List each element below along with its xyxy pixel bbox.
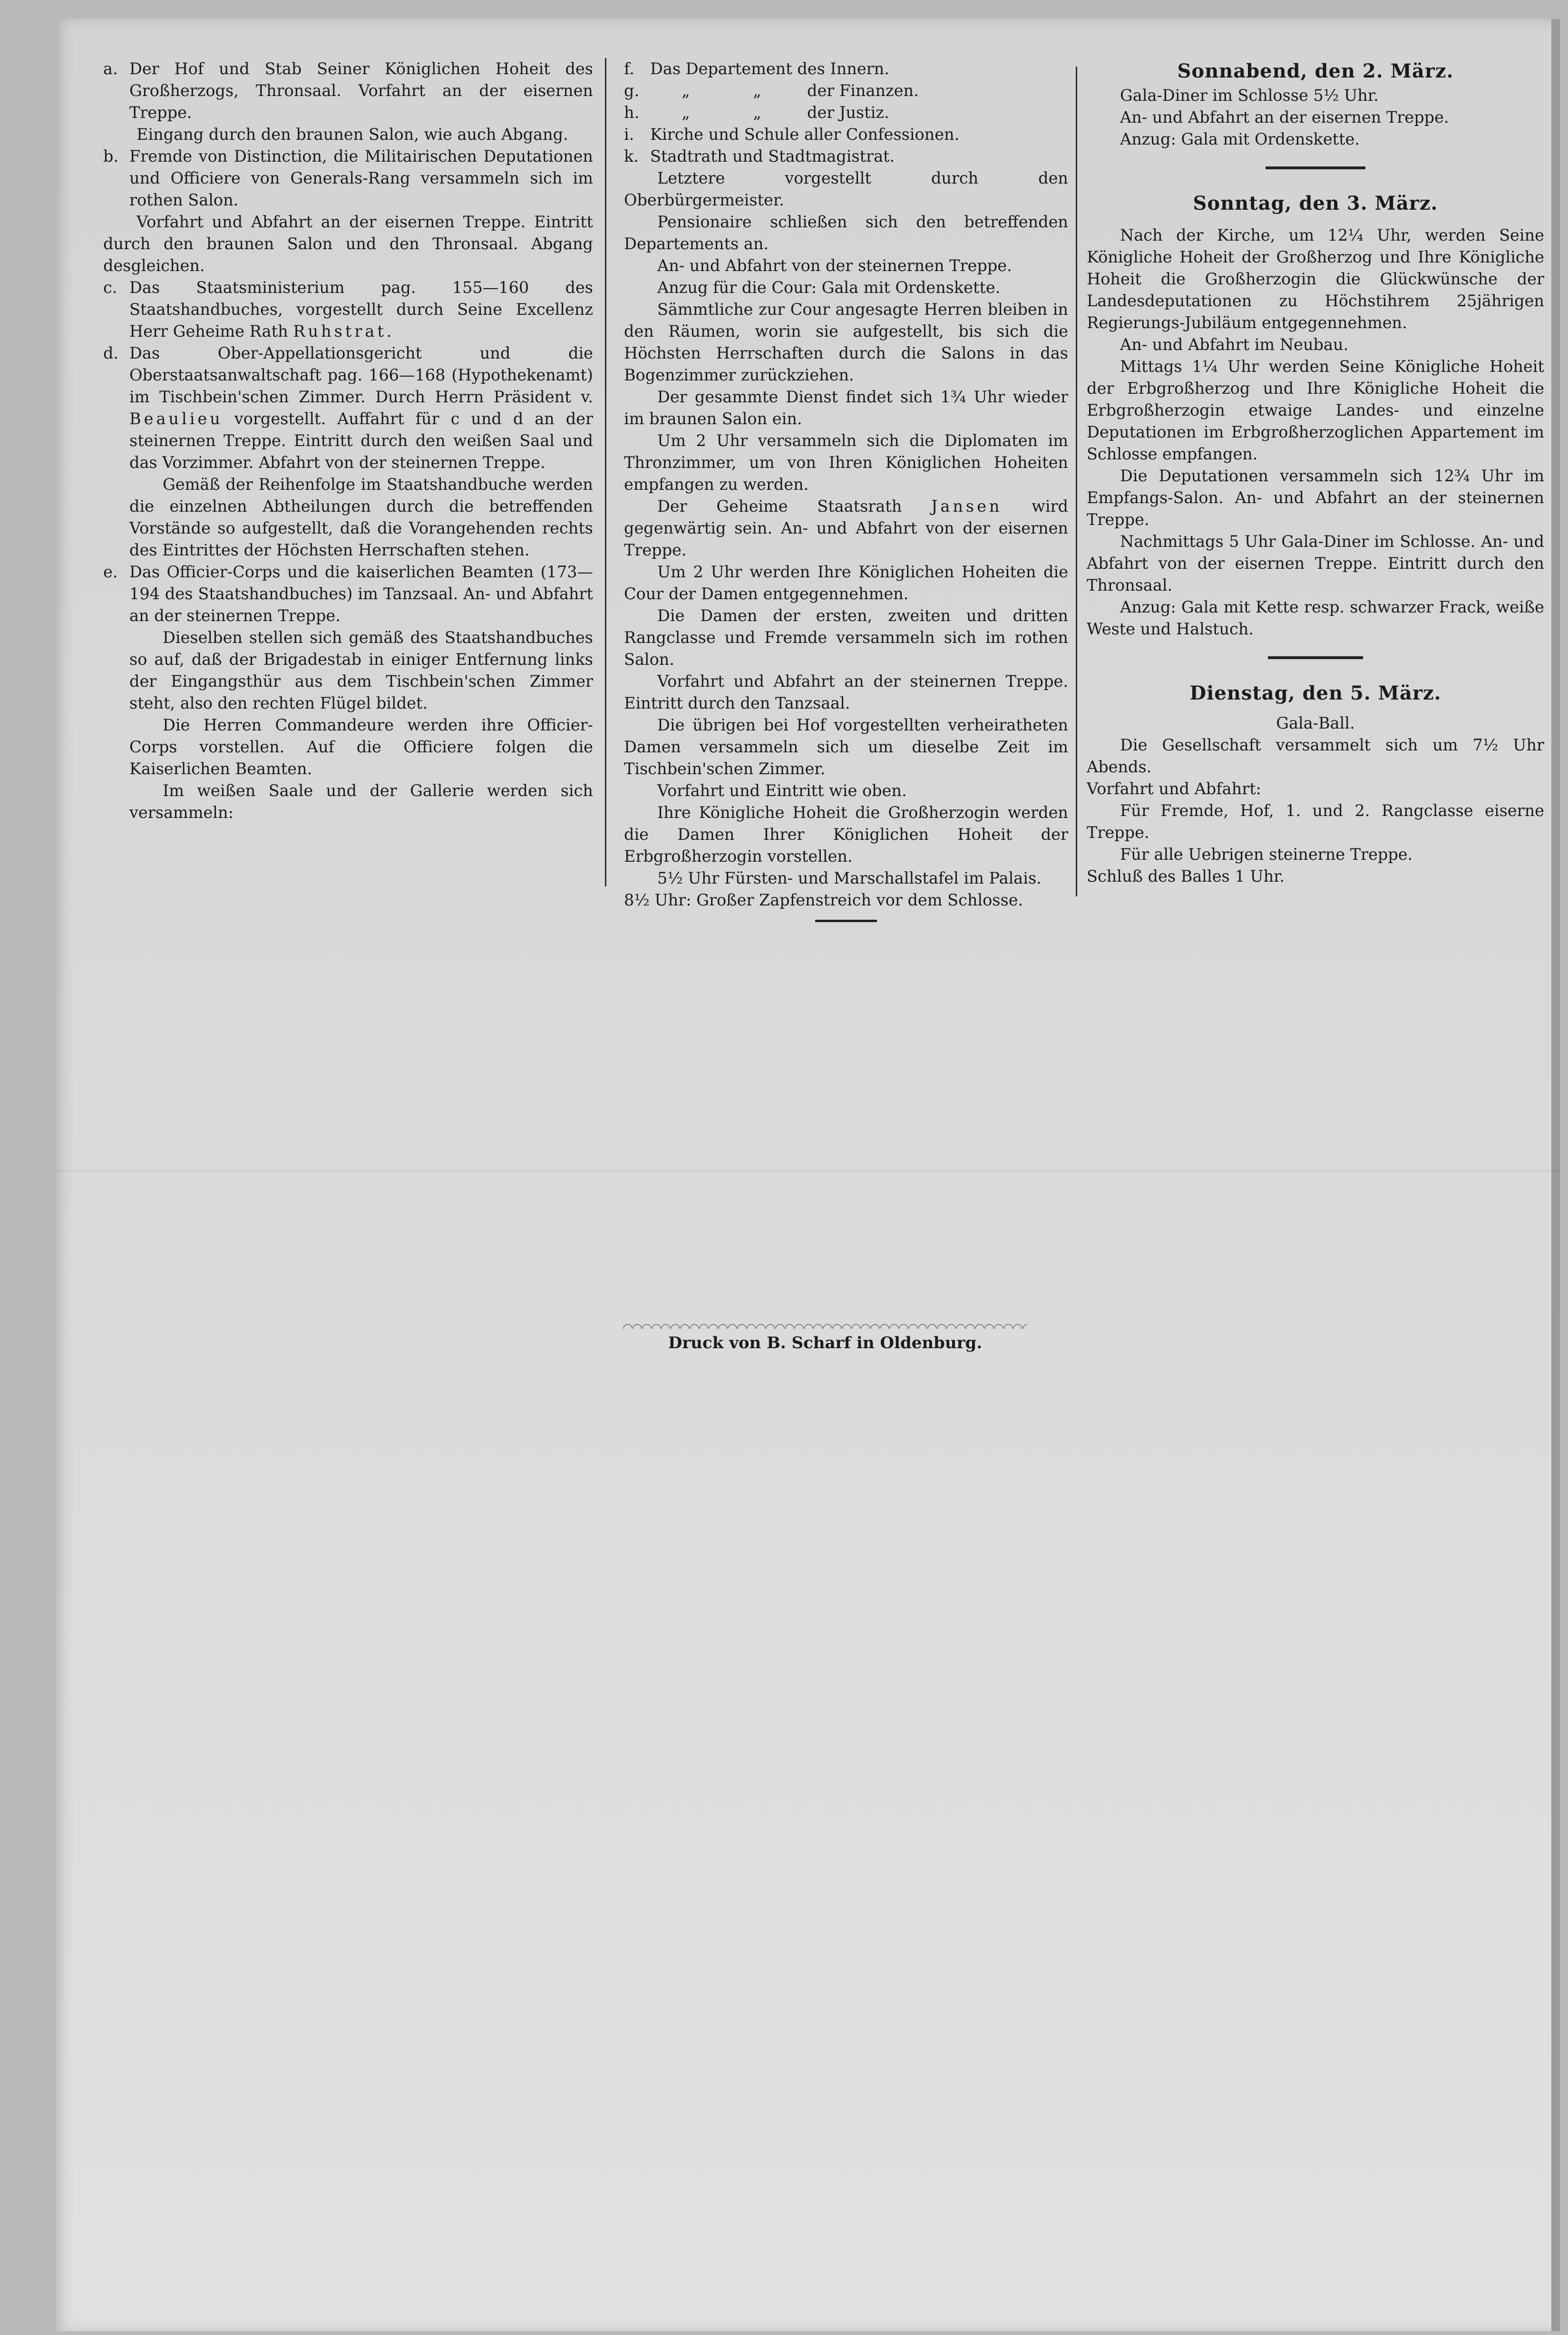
paragraph: Nachmittags 5 Uhr Gala-Diner im Schlosse. An- und Abfahrt von der eisernen Treppe. Eintritt durch den Thronsaal. — [1087, 532, 1544, 594]
paragraph: 5½ Uhr Fürsten- und Marschallstafel im Palais. — [657, 869, 1042, 887]
paragraph: Sämmtliche zur Cour angesagte Herren bleiben in den Räumen, worin sie aufgestellt, bis sich die Höchsten Herrschaften durch die Salons in das Bogenzimmer zurückziehen. — [624, 300, 1068, 384]
paragraph: Eingang durch den braunen Salon, wie auch Abgang. — [136, 125, 568, 144]
text-run: Das Ober-Appellationsgericht und die Oberstaatsanwaltschaft pag. 166—168 (Hypothekenamt) im Tischbein'schen Zimmer. Durch Herrn Präsident v. — [129, 344, 593, 406]
paragraph: An- und Abfahrt von der steinernen Treppe. — [657, 256, 1012, 275]
entry-e — [103, 561, 593, 627]
entry-f — [624, 58, 1068, 80]
paragraph: An- und Abfahrt im Neubau. — [1120, 335, 1349, 354]
text-run: wird gegenwärtig sein. An- und Abfahrt von der eisernen Treppe. — [624, 497, 1068, 559]
paragraph: Dieselben stellen sich gemäß des Staatshandbuches so auf, daß der Brigadestab in einiger Entfernung links der Eingangsthür aus dem Tischbein'schen Zimmer steht, also den rechten Flügel bildet. — [129, 628, 593, 712]
entry-marker: e. — [103, 563, 118, 581]
paragraph: Vorfahrt und Abfahrt an der eisernen Treppe. Eintritt durch den braunen Salon und den Thronsaal. Abgang desgleichen. — [103, 213, 593, 275]
entry-text — [129, 342, 593, 474]
person-name: Ruhstrat — [293, 322, 387, 341]
column-2 — [624, 58, 1068, 922]
text-run: vorgestellt. Auffahrt für c und d an der steinernen Treppe. Eintritt durch den weißen Saal und das Vorzimmer. Abfahrt von der steinernen Treppe. — [129, 409, 593, 472]
entry-marker: b. — [103, 147, 119, 165]
paragraph: Ihre Königliche Hoheit die Großherzogin werden die Damen Ihrer Königlichen Hoheit der Erbgroßherzogin vorstellen. — [624, 803, 1068, 866]
paragraph: Um 2 Uhr versammeln sich die Diplomaten im Thronzimmer, um von Ihren Königlichen Hoheiten empfangen zu werden. — [624, 431, 1068, 494]
ditto-mark: „ — [682, 81, 690, 100]
entry-marker: i. — [624, 125, 634, 144]
day-heading-sunday: Sonntag, den 3. März. — [1193, 192, 1438, 214]
paragraph: Anzug: Gala mit Kette resp. schwarzer Frack, weiße Weste und Halstuch. — [1087, 598, 1544, 638]
entry-g — [624, 80, 1068, 102]
entry-d — [103, 342, 593, 474]
text-run: . — [386, 322, 392, 341]
paragraph: Die Herren Commandeure werden ihre Officier-Corps vorstellen. Auf die Officiere folgen die Kaiserlichen Beamten. — [129, 716, 593, 778]
paragraph: Die Gesellschaft versammelt sich um 7½ Uhr Abends. — [1087, 736, 1544, 776]
entry-marker: d. — [103, 344, 119, 362]
entry-marker: k. — [624, 147, 639, 165]
column-3 — [1087, 58, 1544, 887]
section-rule — [1266, 166, 1365, 169]
paragraph: Vorfahrt und Eintritt wie oben. — [657, 781, 907, 800]
text-run: Das Staatsministerium pag. 155—160 des Staatshandbuches, vorgestellt durch Seine Excellenz Herr Geheime Rath — [129, 278, 593, 341]
entry-a — [103, 58, 593, 124]
entry-text: der Justiz. — [807, 103, 889, 122]
text-run: Druck von — [668, 1333, 767, 1352]
column-divider — [605, 58, 606, 886]
paragraph: An- und Abfahrt an der eisernen Treppe. — [1120, 108, 1449, 126]
text-run: in Oldenburg. — [851, 1333, 983, 1352]
entry-e-continuation — [103, 627, 593, 824]
day-heading-tuesday: Dienstag, den 5. März. — [1189, 682, 1441, 704]
paragraph: Die Deputationen versammeln sich 12¾ Uhr im Empfangs-Salon. An- und Abfahrt an der steinernen Treppe. — [1087, 467, 1544, 529]
paragraph: Vorfahrt und Abfahrt an der steinernen Treppe. Eintritt durch den Tanzsaal. — [624, 672, 1068, 712]
text-run: Der Geheime Staatsrath — [657, 497, 931, 516]
ditto-mark: „ — [753, 103, 761, 122]
person-name: Beaulieu — [129, 409, 223, 428]
paragraph: Für alle Uebrigen steinerne Treppe. — [1120, 845, 1413, 864]
paragraph: 8½ Uhr: Großer Zapfenstreich vor dem Schlosse. — [624, 891, 1023, 909]
paragraph — [624, 496, 1068, 561]
paragraph: Im weißen Saale und der Gallerie werden sich versammeln: — [129, 781, 593, 822]
entry-marker: a. — [103, 59, 118, 78]
entry-text: Stadtrath und Stadtmagistrat. — [650, 147, 895, 165]
entry-text: Fremde von Distinction, die Militairischen Deputationen und Officiere von Generals-Rang versammeln sich im rothen Salon. — [129, 147, 593, 209]
entry-i — [624, 124, 1068, 146]
entry-text — [129, 277, 593, 342]
event-title: Gala-Ball. — [1276, 714, 1355, 732]
section-rule — [1268, 656, 1363, 659]
section-rule — [815, 920, 877, 922]
ditto-mark: „ — [753, 81, 761, 100]
paragraph: Mittags 1¼ Uhr werden Seine Königliche Hoheit der Erbgroßherzog und Ihre Königliche Hoheit die Erbgroßherzogin etwaige Landes- und einzelne Deputationen im Erbgroßherzoglichen Appartement im Schlosse empfangen. — [1087, 357, 1544, 463]
paragraph: Anzug: Gala mit Ordenskette. — [1120, 130, 1360, 148]
paragraph: Schluß des Balles 1 Uhr. — [1087, 867, 1285, 885]
paragraph: Die übrigen bei Hof vorgestellten verheiratheten Damen versammeln sich um dieselbe Zeit im Tischbein'schen Zimmer. — [624, 716, 1068, 778]
paragraph: Um 2 Uhr werden Ihre Königlichen Hoheiten die Cour der Damen entgegennehmen. — [624, 563, 1068, 603]
paragraph: Der gesammte Dienst findet sich 1¾ Uhr wieder im braunen Salon ein. — [624, 388, 1068, 428]
paragraph: Pensionaire schließen sich den betreffenden Departements an. — [624, 213, 1068, 253]
entry-marker: c. — [103, 278, 117, 297]
paragraph: Für Fremde, Hof, 1. und 2. Rangclasse eiserne Treppe. — [1087, 801, 1544, 842]
paragraph: Gemäß der Reihenfolge im Staatshandbuche werden die einzelnen Abtheilungen durch die betreffenden Vorstände so aufgestellt, daß die Vorangehenden rechts des Eintrittes der Höchsten Herrschaften stehen. — [129, 475, 593, 559]
paragraph: Letztere vorgestellt durch den Oberbürgermeister. — [624, 169, 1068, 209]
entry-marker: h. — [624, 103, 640, 122]
entry-b — [103, 146, 593, 211]
entry-text: Das Departement des Innern. — [650, 59, 889, 78]
printer-imprint — [623, 1322, 1027, 1353]
entry-text: Das Officier-Corps und die kaiserlichen Beamten (173—194 des Staatshandbuches) im Tanzsaal. An- und Abfahrt an der steinernen Treppe. — [129, 563, 593, 625]
page-edge — [1551, 19, 1560, 2331]
entry-marker: f. — [624, 59, 634, 78]
paragraph: Nach der Kirche, um 12¼ Uhr, werden Seine Königliche Hoheit der Großherzog und Ihre Königliche Hoheit die Großherzogin die Glückwünsche der Landesdeputationen zu Höchstihrem 25jährigen Regierungs-Jubiläum entgegennehmen. — [1087, 226, 1544, 332]
paragraph: Vorfahrt und Abfahrt: — [1087, 779, 1261, 798]
paragraph: Die Damen der ersten, zweiten und dritten Rangclasse und Fremde versammeln sich im rothen Salon. — [624, 606, 1068, 669]
column-1 — [103, 58, 593, 824]
wavy-rule — [623, 1322, 1027, 1329]
ditto-mark: „ — [682, 103, 690, 122]
paragraph: Anzug für die Cour: Gala mit Ordenskette. — [657, 278, 1001, 297]
entry-k — [624, 146, 1068, 167]
paragraph: Gala-Diner im Schlosse 5½ Uhr. — [1120, 86, 1379, 105]
entry-h — [624, 102, 1068, 124]
entry-marker: g. — [624, 81, 640, 100]
printer-name: B. Scharf — [767, 1333, 851, 1352]
entry-text: Der Hof und Stab Seiner Königlichen Hoheit des Großherzogs, Thronsaal. Vorfahrt an der eisernen Treppe. — [129, 59, 593, 122]
entry-text: Kirche und Schule aller Confessionen. — [650, 125, 960, 144]
entry-c — [103, 277, 593, 342]
entry-text: der Finanzen. — [807, 81, 919, 100]
column-divider — [1076, 67, 1077, 896]
person-name: Jansen — [931, 497, 1003, 516]
imprint-text — [623, 1333, 1027, 1353]
fold-line — [56, 1170, 1560, 1172]
day-heading-saturday: Sonnabend, den 2. März. — [1177, 60, 1454, 82]
